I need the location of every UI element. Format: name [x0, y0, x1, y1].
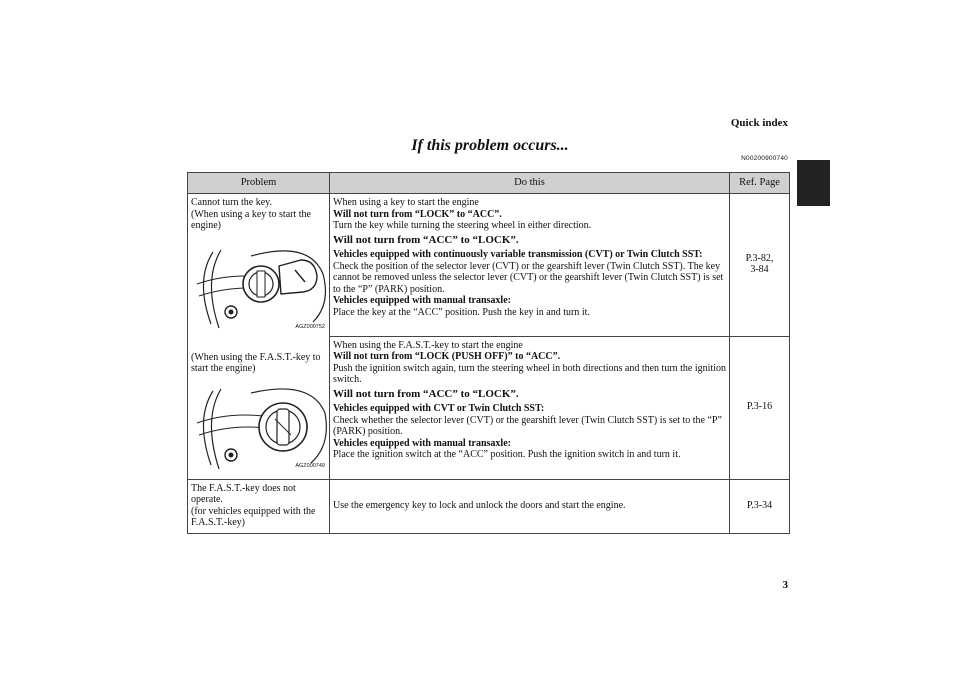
action-text: Place the ignition switch at the “ACC” position. Push the ignition switch in and turn it. — [333, 449, 681, 461]
action-subheading: Vehicles equipped with continuously variable transmission (CVT) or Twin Clutch SST: — [333, 249, 703, 260]
problem-subtext: (When using a key to start the engine) — [191, 208, 311, 231]
illustration-code: AGZ000752 — [295, 324, 325, 330]
action-intro: When using a key to start the engine — [333, 197, 479, 208]
action-text: Use the emergency key to lock and unlock the doors and start the engine. — [333, 499, 626, 511]
illustration-code: AGZ000749 — [295, 463, 325, 469]
problem-text: The F.A.S.T.-key does not operate. — [191, 482, 296, 505]
document-code: N00200900740 — [741, 155, 788, 162]
page-title: If this problem occurs... — [411, 137, 569, 154]
action-cell-key — [330, 194, 730, 337]
action-heading: Will not turn from “ACC” to “LOCK”. — [333, 387, 519, 400]
action-subheading: Vehicles equipped with CVT or Twin Clutch SST: — [333, 403, 545, 415]
problem-text: Cannot turn the key. — [191, 197, 273, 208]
running-head: Quick index — [730, 117, 788, 129]
action-intro: When using the F.A.S.T.-key to start the engine — [333, 339, 523, 351]
table-row — [188, 479, 790, 533]
ref-page-cell — [730, 479, 790, 533]
ignition-key-illustration — [191, 244, 329, 336]
ref-page: P.3-34 — [746, 499, 773, 511]
column-header-ref-page: Ref. Page — [730, 173, 790, 194]
action-heading: Will not turn from “LOCK” to “ACC”. — [333, 208, 502, 220]
ref-page-cell — [730, 336, 790, 479]
problem-cell-fast-key — [188, 479, 330, 533]
ref-page: P.3-16 — [746, 401, 773, 413]
problem-subtext: (When using the F.A.S.T.-key to start the engine) — [191, 351, 321, 374]
action-text: Turn the key while turning the steering wheel in either direction. — [333, 220, 592, 231]
section-thumb-tab — [797, 160, 830, 206]
column-header-do-this: Do this — [330, 173, 730, 194]
action-cell-emergency-key — [330, 479, 730, 533]
action-cell-fast-key — [330, 336, 730, 479]
action-subheading: Vehicles equipped with manual transaxle: — [333, 295, 511, 306]
table-row — [188, 194, 790, 337]
fast-key-switch-illustration — [191, 383, 329, 475]
page-number: 3 — [782, 579, 788, 591]
action-subheading: Vehicles equipped with manual transaxle: — [333, 437, 511, 449]
ref-page: 3-84 — [750, 264, 769, 276]
action-text: Check whether the selector lever (CVT) or the gearshift lever (Twin Clutch SST) is set to the “P” (PARK) position. — [333, 414, 722, 438]
ref-page: P.3-82, — [745, 252, 774, 264]
action-text: Push the ignition switch again, turn the steering wheel in both directions and then turn the ignition switch. — [333, 362, 726, 386]
quick-index-table — [187, 172, 790, 534]
table-header-row — [188, 173, 790, 194]
problem-subtext: (for vehicles equipped with the F.A.S.T.-key) — [191, 505, 316, 528]
action-heading: Will not turn from “ACC” to “LOCK”. — [333, 233, 519, 246]
action-text: Check the position of the selector lever (CVT) or the gearshift lever (Twin Clutch SST). The key cannot be removed unless the selector lever (CVT) or the gearshift lever (Twin Clutch SST) is set to the “P” (PARK) position. — [333, 260, 724, 295]
action-text: Place the key at the “ACC” position. Push the key in and turn it. — [333, 306, 590, 318]
problem-cell-cannot-turn-key — [188, 194, 330, 480]
ref-page-cell — [730, 194, 790, 337]
action-heading: Will not turn from “LOCK (PUSH OFF)” to “ACC”. — [333, 351, 561, 363]
column-header-problem: Problem — [188, 173, 330, 194]
